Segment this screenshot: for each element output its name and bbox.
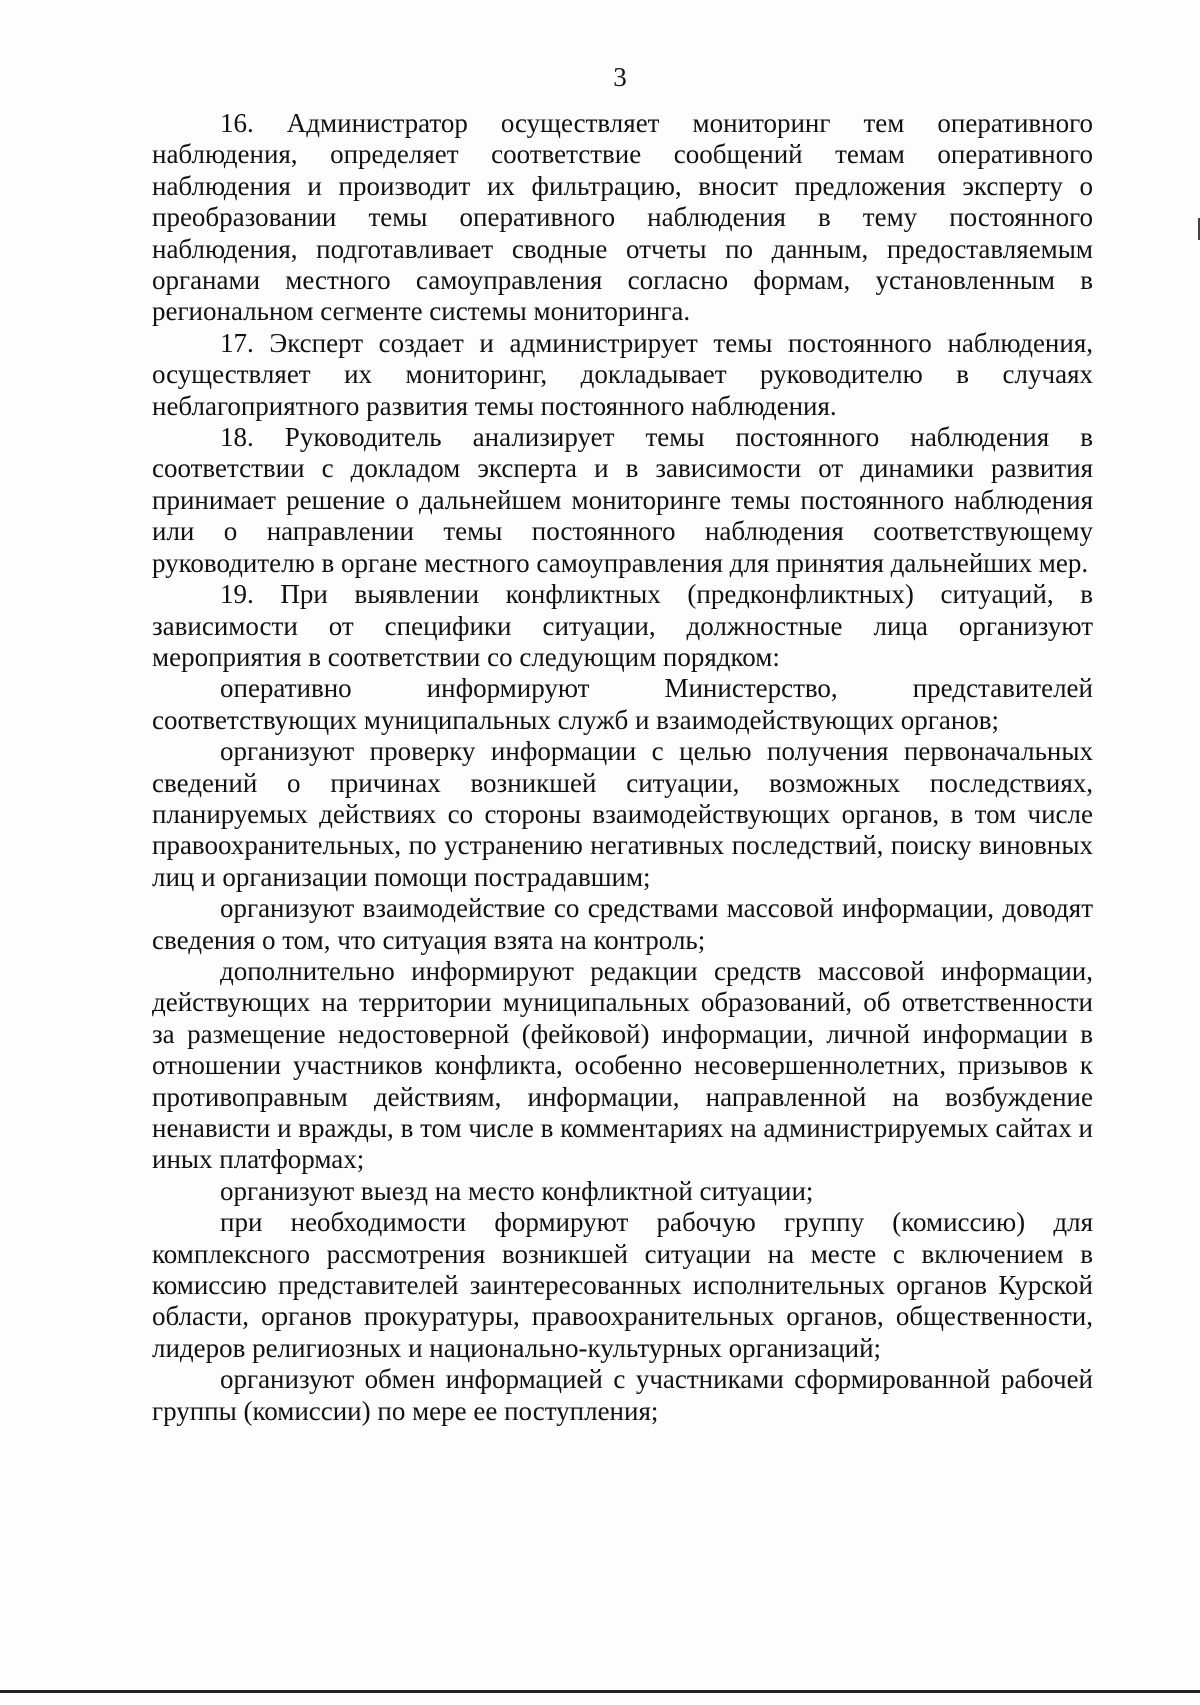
scan-bottom-edge [0,1690,1200,1693]
list-item-information-exchange: организуют обмен информацией с участниками сформированной рабочей группы (комиссии) по мере ее поступления; [152,1364,1093,1426]
list-item-inform-editors: дополнительно информируют редакции средств массовой информации, действующих на территории муниципальных образований, об ответственности за размещение недостоверной (фейковой) информации, личной информации в отношении участников конфликта, особенно несовершеннолетних, призывов к противоправным действиям, информации, направленной на возбуждение ненависти и вражды, в том числе в комментариях на администрируемых сайтах и иных платформах; [152,955,1093,1175]
list-item-verify-information: организуют проверку информации с целью получения первоначальных сведений о причинах возникшей ситуации, возможных последствиях, планируемых действиях со стороны взаимодействующих органов, в том числе правоохранительных, по устранению негативных последствий, поиску виновных лиц и организации помощи пострадавшим; [152,736,1093,892]
paragraph-16: 16. Администратор осуществляет мониторинг тем оперативного наблюдения, определяет соответствие сообщений темам оперативного наблюдения и производит их фильтрацию, вносит предложения эксперту о преобразовании темы оперативного наблюдения в тему постоянного наблюдения, подготавливает сводные отчеты по данным, предоставляемым органами местного самоуправления согласно формам, установленным в региональном сегменте системы мониторинга. [152,108,1093,327]
paragraph-18: 18. Руководитель анализирует темы постоянного наблюдения в соответствии с докладом эксперта и в зависимости от динамики развития принимает решение о дальнейшем мониторинге темы постоянного наблюдения или о направлении темы постоянного наблюдения соответствующему руководителю в органе местного самоуправления для принятия дальнейших мер. [152,422,1093,578]
list-item-site-visit: организуют выезд на место конфликтной ситуации; [220,1175,814,1206]
list-item-media-interaction: организуют взаимодействие со средствами массовой информации, доводят сведения о том, что ситуация взята на контроль; [152,893,1093,955]
list-item-working-group: при необходимости формируют рабочую группу (комиссию) для комплексного рассмотрения возникшей ситуации на месте с включением в комиссию представителей заинтересованных исполнительных органов Курской области, органов прокуратуры, правоохранительных органов, общественности, лидеров религиозных и национально-культурных организаций; [152,1207,1093,1363]
page-number: 3 [613,62,627,92]
paragraph-19: 19. При выявлении конфликтных (предконфликтных) ситуаций, в зависимости от специфики ситуации, должностные лица организуют мероприятия в соответствии со следующим порядком: [152,579,1093,672]
document-body [152,108,1093,1427]
list-item-inform-ministry: оперативно информируют Министерство, представителей соответствующих муниципальных служб и взаимодействующих органов; [152,673,1093,735]
paragraph-17: 17. Эксперт создает и администрирует темы постоянного наблюдения, осуществляет их мониторинг, докладывает руководителю в случаях неблагоприятного развития темы постоянного наблюдения. [152,327,1093,421]
